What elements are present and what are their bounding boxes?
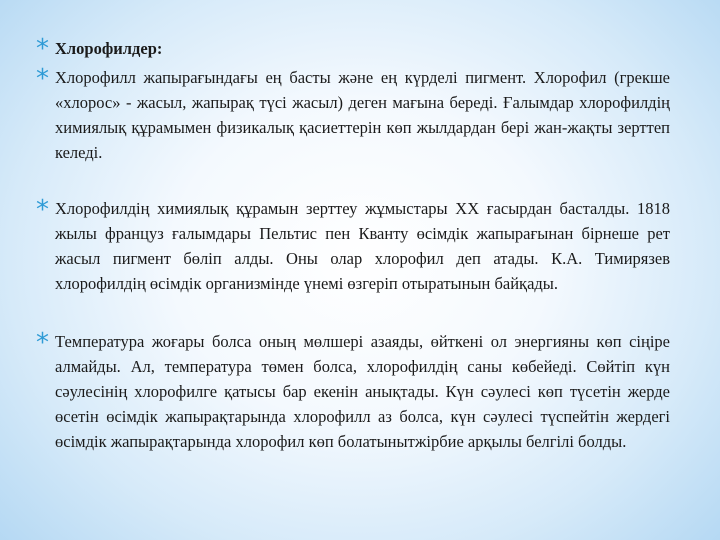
paragraph-3: Температура жоғары болса оның мөлшері азаяды, өйткені ол энергияны көп сіңіре алмайды. Ал, температура төмен болса, хлорофилдің саны көбейеді. Сөйтіп күн сәулесінің хлорофилге қатысы бар екенін анықтады. Күн сәулесі көп түсетін жерде өсетін өсімдік жапырақтарында хлорофилл аз болса, күн сәулесі түспейтін жердегі өсімдік жапырақтарында хлорофил көп болатынытжірбие арқылы белгілі болды. [55,332,670,451]
paragraph-1: Хлорофилл жапырағындағы ең басты және ең күрделі пигмент. Хлорофил (грекше «хлорос» - жасыл, жапырақ түсі жасыл) деген мағына береді. Ғалымдар хлорофилдің химиялық құрамымен физикалық қасиеттерін көп жылдардан бері жан-жақты зерттеп келеді. [55,68,670,162]
bullet-star-icon: * [36,328,49,358]
bullet-star-icon: * [36,64,49,94]
bullet-star-icon: * [36,195,49,225]
bullet-star-icon: * [36,34,49,64]
paragraph-2: Хлорофилдің химиялық құрамын зерттеу жұмыстары ХХ ғасырдан басталды. 1818 жылы француз ғалымдары Пельтис пен Кванту өсімдік жапырағынан бірнеше рет жасыл пигмент бөліп алды. Оны олар хлорофил деп атады. К.А. Тимирязев хлорофилдің өсімдік организмінде үнемі өзгеріп отыратынын байқады. [55,199,670,293]
heading: Хлорофилдер: [55,39,163,58]
